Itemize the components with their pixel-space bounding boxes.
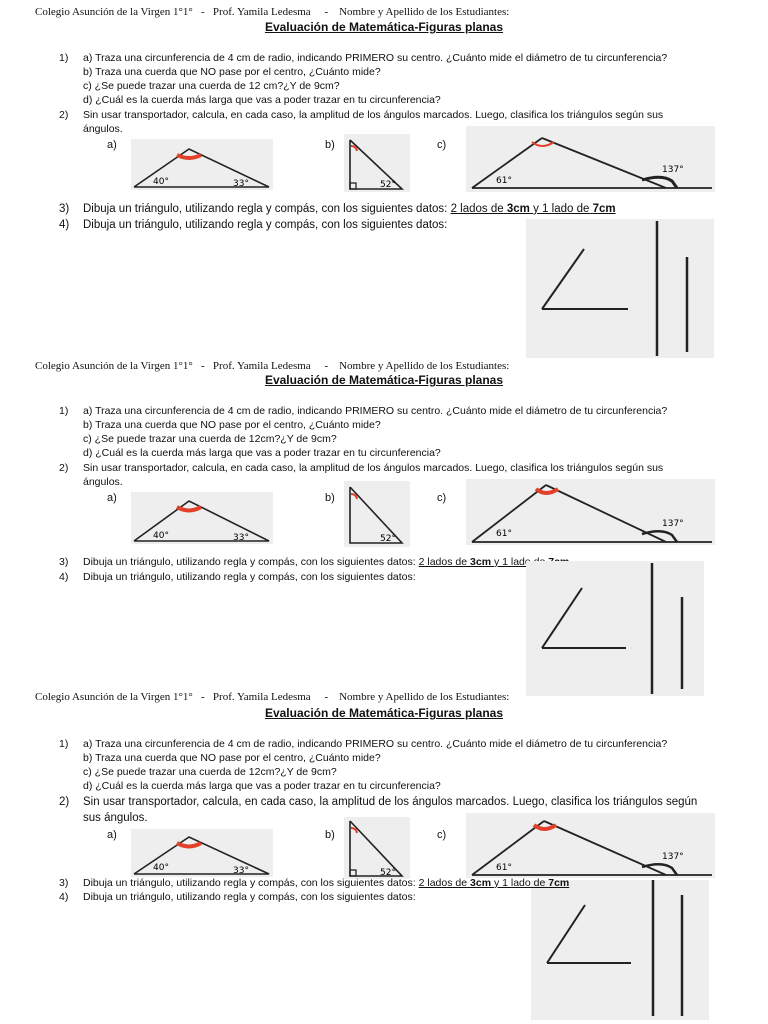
angle-40-label: 40°: [153, 863, 169, 873]
q1-number: 1): [59, 52, 69, 64]
q4-figure: [531, 880, 709, 1020]
q2-text-line2: ángulos.: [83, 476, 123, 488]
triangle-c-figure: [466, 813, 715, 878]
q1-a: a) Traza una circunferencia de 4 cm de radio, indicando PRIMERO su centro. ¿Cuánto mide el diámetro de tu circunferencia?: [83, 52, 668, 64]
students-field: Nombre y Apellido de los Estudiantes:: [339, 691, 510, 703]
q1-b: b) Traza una cuerda que NO pase por el centro, ¿Cuánto mide?: [83, 419, 381, 431]
page-title: Evaluación de Matemática-Figuras planas: [264, 20, 504, 34]
q4-text: Dibuja un triángulo, utilizando regla y compás, con los siguientes datos:: [83, 219, 448, 231]
angle-61-label: 61°: [496, 529, 512, 539]
triangle-a-figure: [131, 829, 273, 877]
triangle-c-figure: [466, 126, 715, 192]
triangle-a-figure: [131, 139, 273, 190]
figure-b-label: b): [325, 829, 335, 841]
q4-text: Dibuja un triángulo, utilizando regla y compás, con los siguientes datos:: [83, 571, 416, 583]
q4-number: 4): [59, 571, 69, 583]
angle-40-label: 40°: [153, 177, 169, 187]
q2-number: 2): [59, 796, 70, 808]
teacher-name: Prof. Yamila Ledesma: [212, 360, 311, 372]
q1-a: a) Traza una circunferencia de 4 cm de radio, indicando PRIMERO su centro. ¿Cuánto mide el diámetro de tu circunferencia?: [83, 405, 668, 417]
q3-number: 3): [59, 556, 69, 568]
q1-b: b) Traza una cuerda que NO pase por el centro, ¿Cuánto mide?: [83, 66, 381, 78]
figure-a-label: a): [107, 139, 117, 151]
school-name: Colegio Asunción de la Virgen 1°1°: [35, 691, 193, 703]
school-name: Colegio Asunción de la Virgen 1°1°: [35, 360, 193, 372]
q2-text-line1: Sin usar transportador, calcula, en cada caso, la amplitud de los ángulos marcados. Luego, clasifica los triángulos según: [83, 796, 698, 808]
angle-137-label: 137°: [662, 519, 684, 529]
triangle-b-figure: [344, 817, 410, 879]
q1-number: 1): [59, 405, 69, 417]
students-field: Nombre y Apellido de los Estudiantes:: [339, 360, 510, 372]
q1-number: 1): [59, 738, 69, 750]
q1-d: d) ¿Cuál es la cuerda más larga que vas a poder trazar en tu circunferencia?: [83, 447, 441, 459]
q2-text-line1: Sin usar transportador, calcula, en cada caso, la amplitud de los ángulos marcados. Luego, clasifica los triángulos según sus: [83, 462, 664, 474]
students-field: Nombre y Apellido de los Estudiantes:: [339, 6, 510, 18]
triangle-c-figure: [466, 479, 715, 545]
figure-a-label: a): [107, 492, 117, 504]
angle-33-label: 33°: [233, 533, 249, 543]
q4-number: 4): [59, 219, 70, 231]
q2-text-line1: Sin usar transportador, calcula, en cada caso, la amplitud de los ángulos marcados. Luego, clasifica los triángulos según sus: [83, 109, 664, 121]
angle-52-label: 52°: [380, 180, 396, 190]
q3-data: 2 lados de 3cm y 1 lado de 7cm: [418, 556, 570, 568]
angle-52-label: 52°: [380, 534, 396, 544]
figure-b-label: b): [325, 492, 335, 504]
q3-number: 3): [59, 203, 70, 215]
q1-a: a) Traza una circunferencia de 4 cm de radio, indicando PRIMERO su centro. ¿Cuánto mide el diámetro de tu circunferencia?: [83, 738, 668, 750]
q1-c: c) ¿Se puede trazar una cuerda de 12cm?¿Y de 9cm?: [83, 766, 337, 778]
angle-33-label: 33°: [233, 866, 249, 876]
q4-figure: [526, 561, 704, 696]
q3-text: Dibuja un triángulo, utilizando regla y compás, con los siguientes datos: 2 lados de 3cm y 1 lado de 7cm: [83, 203, 616, 215]
figure-a-label: a): [107, 829, 117, 841]
q3-text: Dibuja un triángulo, utilizando regla y compás, con los siguientes datos: 2 lados de 3cm y 1 lado de 7cm: [83, 556, 570, 568]
figure-c-label: c): [437, 492, 447, 504]
header-line: Colegio Asunción de la Virgen 1°1° - Prof. Yamila Ledesma - Nombre y Apellido de los Estudiantes:: [35, 691, 510, 703]
q3-number: 3): [59, 877, 69, 889]
header-line: Colegio Asunción de la Virgen 1°1° - Prof. Yamila Ledesma - Nombre y Apellido de los Estudiantes:: [35, 360, 510, 372]
triangle-b-figure: [344, 481, 410, 547]
page-title: Evaluación de Matemática-Figuras planas: [264, 373, 504, 387]
angle-33-label: 33°: [233, 179, 249, 189]
q1-c: c) ¿Se puede trazar una cuerda de 12cm?¿Y de 9cm?: [83, 433, 337, 445]
angle-52-label: 52°: [380, 868, 396, 878]
figure-c-label: c): [437, 139, 447, 151]
q3-data: 2 lados de 3cm y 1 lado de 7cm: [450, 203, 616, 215]
q2-number: 2): [59, 109, 69, 121]
page-title: Evaluación de Matemática-Figuras planas: [264, 706, 504, 720]
figure-c-label: c): [437, 829, 447, 841]
q3-data: 2 lados de 3cm y 1 lado de 7cm: [418, 877, 570, 889]
angle-61-label: 61°: [496, 863, 512, 873]
q4-figure: [526, 219, 714, 358]
q1-c: c) ¿Se puede trazar una cuerda de 12 cm?¿Y de 9cm?: [83, 80, 340, 92]
q2-text-line2: sus ángulos.: [83, 812, 148, 824]
q4-number: 4): [59, 891, 69, 903]
angle-137-label: 137°: [662, 852, 684, 862]
teacher-name: Prof. Yamila Ledesma: [212, 6, 311, 18]
school-name: Colegio Asunción de la Virgen 1°1°: [35, 6, 193, 18]
triangle-b-figure: [344, 134, 410, 192]
q1-d: d) ¿Cuál es la cuerda más larga que vas a poder trazar en tu circunferencia?: [83, 780, 441, 792]
header-line: Colegio Asunción de la Virgen 1°1° - Prof. Yamila Ledesma - Nombre y Apellido de los Estudiantes:: [35, 6, 510, 18]
triangle-a-figure: [131, 492, 273, 544]
q3-text: Dibuja un triángulo, utilizando regla y compás, con los siguientes datos: 2 lados de 3cm y 1 lado de 7cm: [83, 877, 570, 889]
figure-b-label: b): [325, 139, 335, 151]
angle-40-label: 40°: [153, 531, 169, 541]
q1-d: d) ¿Cuál es la cuerda más larga que vas a poder trazar en tu circunferencia?: [83, 94, 441, 106]
angle-61-label: 61°: [496, 176, 512, 186]
teacher-name: Prof. Yamila Ledesma: [212, 691, 311, 703]
q4-text: Dibuja un triángulo, utilizando regla y compás, con los siguientes datos:: [83, 891, 416, 903]
q2-text-line2: ángulos.: [83, 123, 123, 135]
q2-number: 2): [59, 462, 69, 474]
q1-b: b) Traza una cuerda que NO pase por el centro, ¿Cuánto mide?: [83, 752, 381, 764]
angle-137-label: 137°: [662, 165, 684, 175]
